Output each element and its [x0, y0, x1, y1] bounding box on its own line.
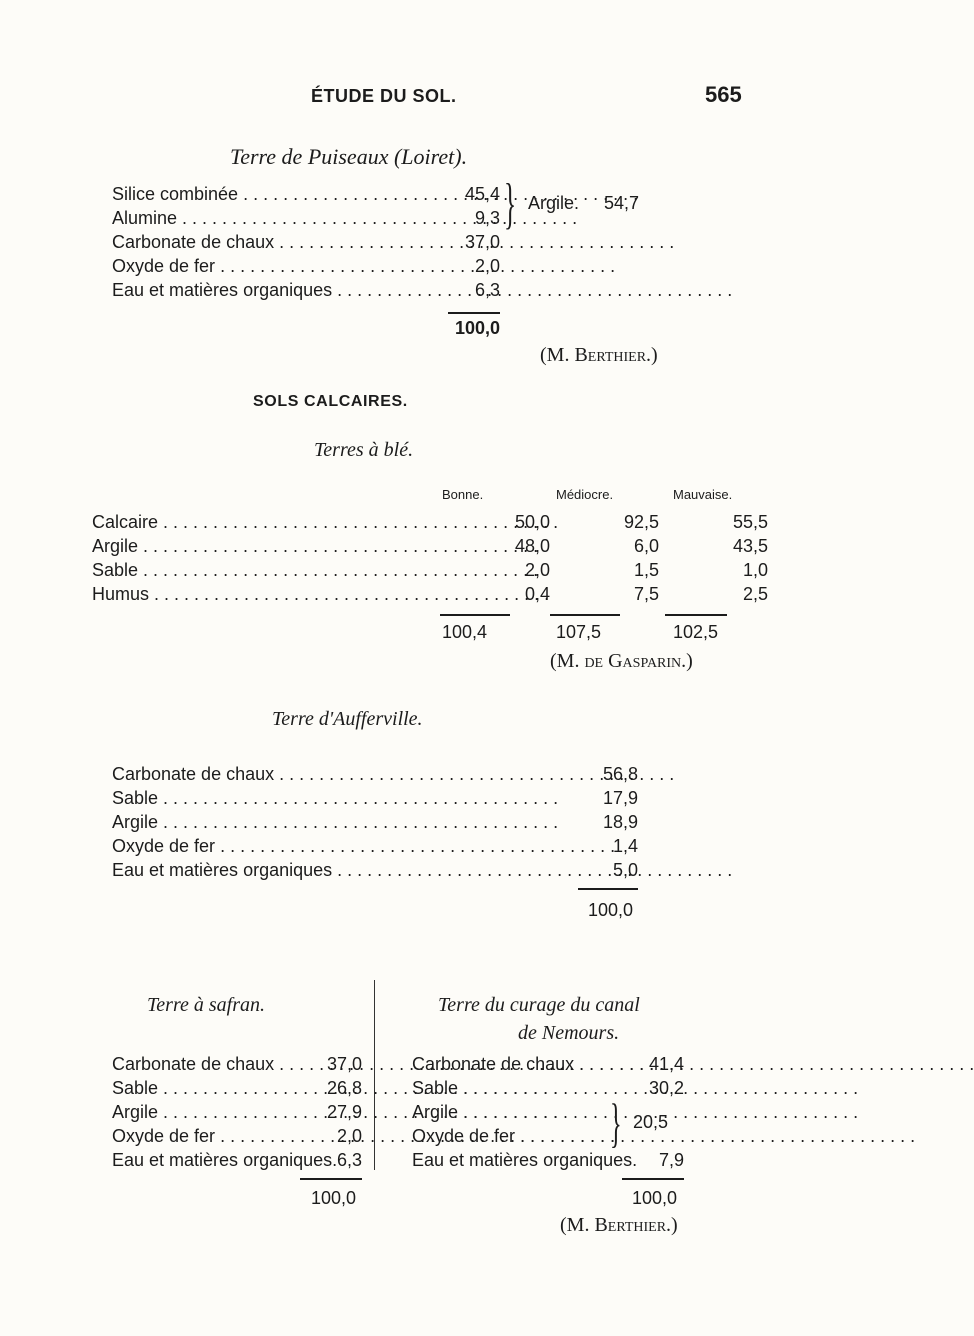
total-value: 100,0: [588, 900, 634, 920]
table-row: [92, 582, 768, 606]
row-value: 2,0: [336, 1126, 362, 1146]
row-value: 6,3: [336, 1150, 362, 1170]
total-rule: [550, 614, 620, 616]
table-row: [112, 1124, 362, 1148]
row-value: 41,4: [648, 1054, 684, 1074]
table-row: [112, 182, 500, 206]
table-row: [112, 1052, 362, 1076]
running-header-title: ÉTUDE DU SOL.: [311, 86, 457, 106]
section-title-nemours-line2: de Nemours.: [518, 1022, 620, 1044]
attribution: (M. Berthier.): [540, 344, 658, 366]
row-label: Eau et matières organiques . . .: [112, 858, 574, 882]
section-title-safran: Terre à safran.: [147, 994, 265, 1016]
subheading: Terres à blé.: [314, 439, 414, 461]
total-value: 100,0: [632, 1188, 678, 1208]
cell-mediocre: 6,0: [633, 536, 659, 556]
row-label: Carbonate de chaux . . .: [112, 1052, 304, 1076]
table-row: [112, 786, 638, 810]
table-row: [112, 810, 638, 834]
row-label: Carbonate de chaux . . .: [412, 1052, 634, 1076]
cell-mediocre: 1,5: [633, 560, 659, 580]
section-title-puiseaux: Terre de Puiseaux (Loiret).: [230, 144, 468, 169]
table-row: [112, 1076, 362, 1100]
row-label: Sable . . .: [412, 1076, 634, 1100]
row-value: 17,9: [602, 788, 638, 808]
total-mediocre: 107,5: [556, 622, 602, 642]
total-rule: [440, 614, 510, 616]
table-row: [92, 534, 768, 558]
cell-mauvaise: 43,5: [732, 536, 768, 556]
table-row: [112, 278, 500, 302]
row-value: 30,2: [648, 1078, 684, 1098]
row-value: 1,4: [612, 836, 638, 856]
row-value: 45,4: [464, 184, 500, 204]
table-row: [112, 206, 500, 230]
total-rule: [448, 312, 500, 314]
total-rule: [665, 614, 727, 616]
table-row: [112, 230, 500, 254]
row-value: 27,9: [326, 1102, 362, 1122]
cell-mauvaise: 1,0: [742, 560, 768, 580]
row-label: Calcaire . . .: [92, 510, 430, 534]
cell-mauvaise: 2,5: [742, 584, 768, 604]
attribution: (M. de Gasparin.): [550, 650, 693, 672]
row-value: 56,8: [602, 764, 638, 784]
table-row: [92, 558, 768, 582]
table-row: [112, 254, 500, 278]
row-value: 18,9: [602, 812, 638, 832]
cell-bonne: 2,0: [524, 560, 550, 580]
row-label: Oxyde de fer . . .: [112, 1124, 304, 1148]
row-label: Argile . . .: [412, 1100, 608, 1124]
row-label: Oxyde de fer . . .: [112, 834, 574, 858]
row-label: Argile . . .: [112, 1100, 304, 1124]
row-label: Eau et matières organiques.: [112, 1150, 338, 1170]
table-row: [412, 1076, 684, 1100]
section-title-aufferville: Terre d'Aufferville.: [272, 708, 423, 730]
row-label: Humus . . .: [92, 582, 430, 606]
column-header: Bonne.: [442, 487, 484, 502]
cell-bonne: 0,4: [524, 584, 550, 604]
cell-bonne: 50,0: [514, 512, 550, 532]
table-row: [112, 762, 638, 786]
cell-mediocre: 7,5: [633, 584, 659, 604]
column-header: Mauvaise.: [673, 487, 733, 502]
right-brace: }: [610, 1093, 622, 1153]
table-row: [412, 1052, 684, 1076]
page-number: 565: [705, 82, 742, 107]
table-row: [412, 1148, 684, 1172]
column-header: Médiocre.: [556, 487, 614, 502]
argile-oxyde-value: 20,5: [633, 1112, 669, 1132]
total-rule: [300, 1178, 362, 1180]
row-label: Oxyde de fer . . .: [412, 1124, 608, 1148]
table-row: [112, 1148, 362, 1172]
row-label: Oxyde de fer . . .: [112, 254, 442, 278]
row-value: 6,3: [474, 280, 500, 300]
cell-mauvaise: 55,5: [732, 512, 768, 532]
row-label: Sable . . .: [112, 786, 574, 810]
argile-label: Argile.: [528, 193, 580, 213]
row-value: 2,0: [474, 256, 500, 276]
total-value: 100,0: [455, 318, 501, 338]
row-label: Sable . . .: [112, 1076, 304, 1100]
total-mauvaise: 102,5: [673, 622, 719, 642]
row-value: 5,0: [612, 860, 638, 880]
table-row: [112, 858, 638, 882]
row-label: Argile . . .: [92, 534, 430, 558]
row-label: Argile . . .: [112, 810, 574, 834]
row-value: 9,3: [474, 208, 500, 228]
row-label: Sable . . .: [92, 558, 430, 582]
cell-bonne: 48,0: [514, 536, 550, 556]
row-label: Carbonate de chaux . . .: [112, 762, 574, 786]
table-row: [112, 834, 638, 858]
row-label: Silice combinée . . .: [112, 182, 442, 206]
total-bonne: 100,4: [442, 622, 488, 642]
total-value: 100,0: [311, 1188, 357, 1208]
cell-mediocre: 92,5: [623, 512, 659, 532]
row-value: 26,8: [326, 1078, 362, 1098]
table-row: [92, 510, 768, 534]
row-value: 37,0: [464, 232, 500, 252]
row-label: Eau et matières organiques . . .: [112, 278, 442, 302]
argile-value: 54,7: [604, 193, 640, 213]
row-label: Carbonate de chaux . . .: [112, 230, 442, 254]
right-brace: }: [504, 173, 517, 235]
attribution: (M. Berthier.): [560, 1214, 678, 1236]
section-title-nemours: Terre du curage du canal: [438, 994, 640, 1016]
row-label: Eau et matières organiques.: [412, 1150, 638, 1170]
total-rule: [622, 1178, 684, 1180]
row-value: 7,9: [658, 1150, 684, 1170]
row-label: Alumine . . .: [112, 206, 442, 230]
row-value: 37,0: [326, 1054, 362, 1074]
table-row: [112, 1100, 362, 1124]
section-heading: SOLS CALCAIRES.: [253, 393, 408, 410]
total-rule: [578, 888, 638, 890]
